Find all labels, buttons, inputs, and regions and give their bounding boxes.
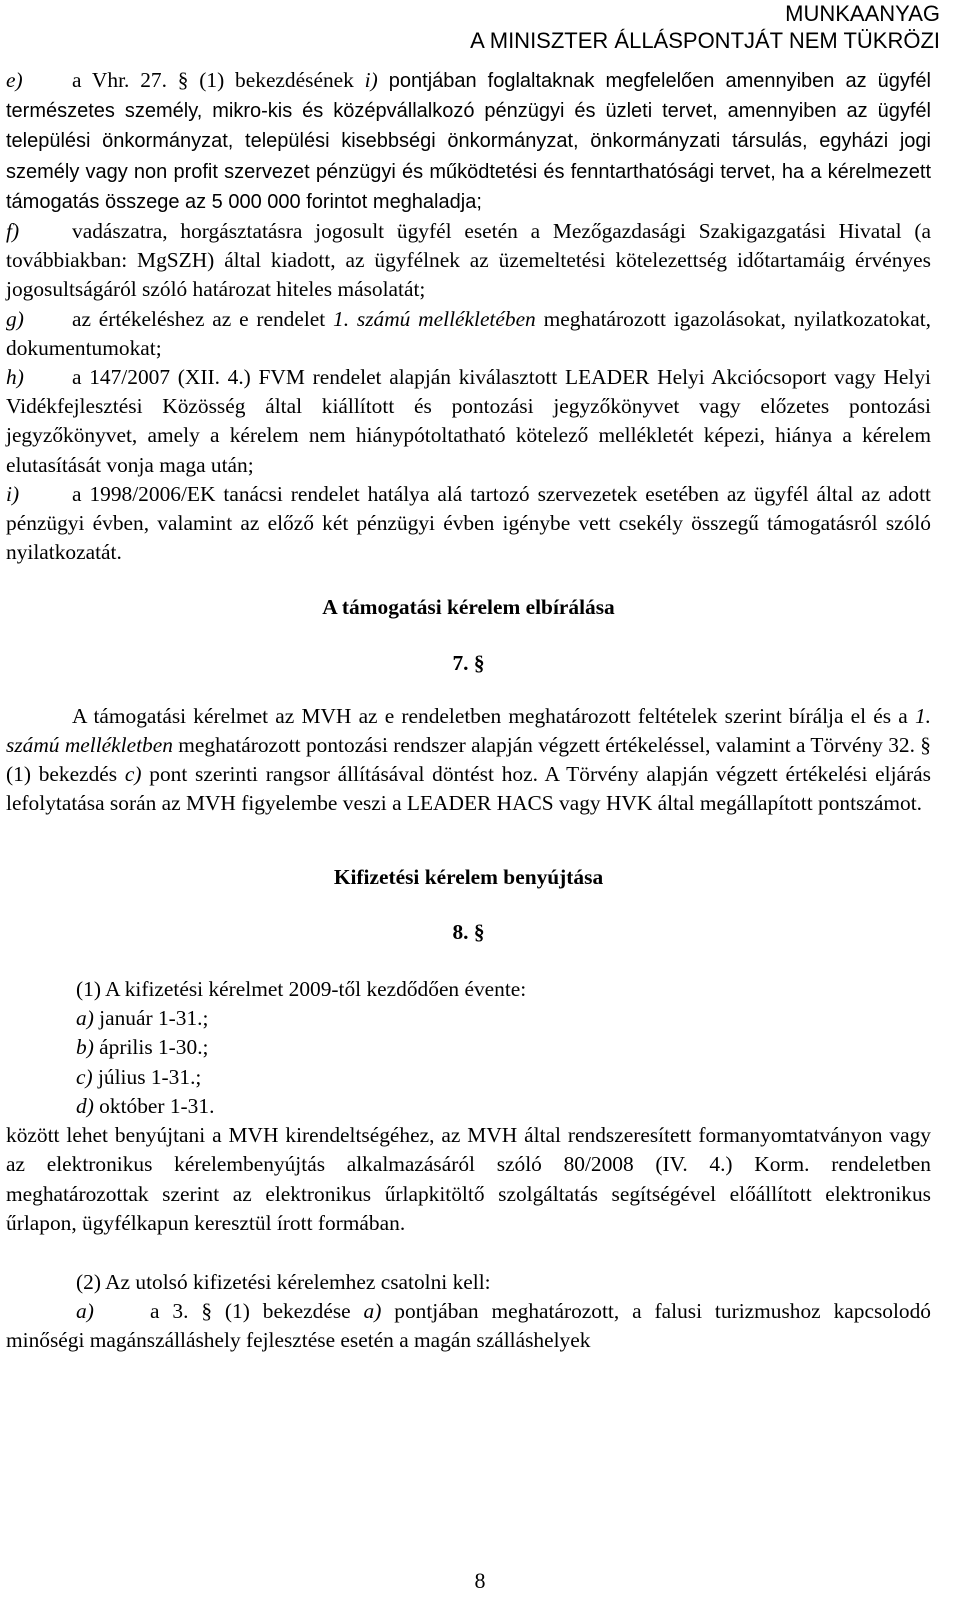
document-body [6, 66, 931, 1356]
paragraph-i: i) a 1998/2006/EK tanácsi rendelet hatálya alá tartozó szervezetek esetében az ügyfél által az adott pénzügyi évben, valamint az előző két pénzügyi évben igénybe vett csekély összegű támogatásról szóló nyilatkozatát. [6, 481, 931, 565]
payment-periods-list [6, 1004, 931, 1121]
section-heading-payment: Kifizetési kérelem benyújtása [333, 864, 604, 889]
draft-header [470, 0, 940, 54]
section-heading-evaluation: A támogatási kérelem elbírálása [322, 595, 615, 620]
paragraph-evaluation: A támogatási kérelmet az MVH az e rendeletben meghatározott feltételek szerint bírálja el és a 1. számú mellékletben meghatározott pontozási rendszer alapján végzett értékeléssel, valamint a Törvény 32. § (1) bekezdés c) pont szerinti rangsor állításával döntést hoz. A Törvény alapján végzett értékelési eljárás lefolytatása során az MVH figyelembe veszi a LEADER HACS vagy HVK által megállapított pontszámot. [6, 703, 932, 816]
header-line-2: A MINISZTER ÁLLÁSPONTJÁT NEM TÜKRÖZI [470, 28, 940, 53]
attachment-item-a: a) a 3. § (1) bekezdése a) pontjában meghatározott, a falusi turizmushoz kapcsolodó minőségi magánszálláshely fejlesztése esetén a magán szálláshelyek [6, 1299, 931, 1353]
header-line-1: MUNKAANYAG [785, 1, 940, 26]
payment-submission-text: között lehet benyújtani a MVH kirendeltségéhez, az MVH által rendszeresített formanyomtatványon vagy az elektronikus kérelembenyújtás alkalmazásáról szóló 80/2008 (IV. 4.) Korm. rendeletben meghatározottak szerint az elektronikus űrlapkitöltő szolgáltatás segítségével előállított elektronikus űrlapon, ügyfélkapun keresztül írott formában. [6, 1123, 931, 1235]
item-label: e) [6, 68, 23, 92]
section-number-7: 7. § [452, 650, 485, 675]
list-item: c) július 1-31.; [76, 1064, 202, 1089]
item-label: i) [6, 481, 20, 506]
attachment-intro: (2) Az utolsó kifizetési kérelemhez csatolni kell: [76, 1269, 491, 1294]
paragraph-g: g) az értékeléshez az e rendelet 1. számú mellékletében meghatározott igazolásokat, nyilatkozatokat, dokumentumokat; [6, 306, 931, 360]
item-label: a) [76, 1299, 94, 1324]
item-label: h) [6, 365, 24, 390]
list-item: b) április 1-30.; [76, 1035, 209, 1060]
paragraph-e: e) a Vhr. 27. § (1) bekezdésének i) pontjában foglaltaknak megfelelően amennyiben az ügyfél természetes személy, mikro-kis és középvállalkozó pénzügyi és üzleti tervet, amennyiben az ügyfél települési önkormányzat, települési kisebbségi önkormányzat, önkormányzati társulás, egyházi jogi személy vagy non profit szervezet pénzügyi és működtetési és fenntarthatósági tervet, ha a kérelmezett támogatás összege az 5 000 000 forintot meghaladja; [6, 68, 931, 213]
paragraph-f: f) vadászatra, horgásztatásra jogosult ügyfél esetén a Mezőgazdasági Szakigazgatási Hivatal (a továbbiakban: MgSZH) által kiadott, az ügyfélnek az üzemeltetési kötelezettség időtartamáig érvényes jogosultságáról szóló határozat hiteles másolatát; [6, 219, 931, 302]
list-item: a) január 1-31.; [76, 1006, 209, 1031]
page-number: 8 [474, 1568, 486, 1593]
item-label: g) [6, 306, 24, 331]
section-number-8: 8. § [452, 919, 485, 944]
payment-intro: (1) A kifizetési kérelmet 2009-től kezdődően évente: [76, 977, 527, 1002]
item-label: f) [6, 219, 20, 244]
paragraph-h: h) a 147/2007 (XII. 4.) FVM rendelet alapján kiválasztott LEADER Helyi Akciócsoport vagy Helyi Vidékfejlesztési Közösség által kiállított és pontozási jegyzőkönyvet vagy előzetes pontozási jegyzőkönyvet, amely a kérelem nem hiánypótoltatható kötelező mellékletét képezi, hiánya a kérelem elutasítását vonja maga után; [6, 365, 931, 477]
list-item: d) október 1-31. [76, 1093, 215, 1118]
